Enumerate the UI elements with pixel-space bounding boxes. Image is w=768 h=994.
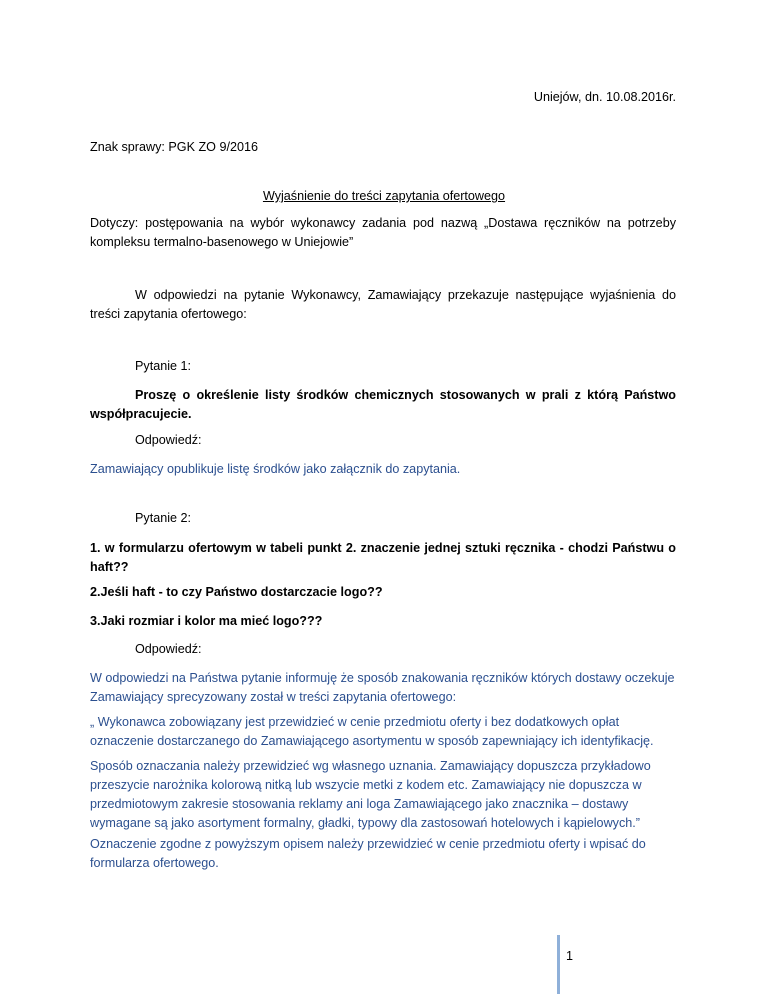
question-1-label: Pytanie 1: [135,359,192,373]
answer-2-paragraph-2: „ Wykonawca zobowiązany jest przewidzieć w cenie przedmiotu oferty i bez dodatkowych opłat oznaczenie dostarczanego do Zamawiającego asortymentu w sposób zapewniający ich identyfikację. [90,715,654,748]
question-2-point-3: 3.Jaki rozmiar i kolor ma mieć logo??? [90,614,323,628]
answer-2-label: Odpowiedź: [135,642,202,656]
question-2-point-1: 1. w formularzu ofertowym w tabeli punkt 2. znaczenie jednej sztuki ręcznika - chodzi Państwu o haft?? [90,541,676,574]
case-number: Znak sprawy: PGK ZO 9/2016 [90,140,258,154]
subject-paragraph: Dotyczy: postępowania na wybór wykonawcy zadania pod nazwą „Dostawa ręczników na potrzeby kompleksu termalno-basenowego w Uniejowie” [90,216,676,249]
intro-paragraph: W odpowiedzi na pytanie Wykonawcy, Zamawiający przekazuje następujące wyjaśnienia do treści zapytania ofertowego: [90,288,676,321]
answer-1-text: Zamawiający opublikuje listę środków jako załącznik do zapytania. [90,462,461,476]
document-date: Uniejów, dn. 10.08.2016r. [533,90,676,104]
answer-1-label: Odpowiedź: [135,433,202,447]
document-title: Wyjaśnienie do treści zapytania ofertowego [262,189,506,203]
question-2-label: Pytanie 2: [135,511,192,525]
question-2-point-2: 2.Jeśli haft - to czy Państwo dostarczacie logo?? [90,585,383,599]
answer-2-paragraph-1: W odpowiedzi na Państwa pytanie informuję że sposób znakowania ręczników których dostawy oczekuje Zamawiający sprecyzowany został w treści zapytania ofertowego: [90,671,675,704]
answer-2-paragraph-3: Sposób oznaczania należy przewidzieć wg własnego uznania. Zamawiający dopuszcza przykładowo przeszycie narożnika kolorową nitką lub wszycie metki z kodem etc. Zamawiający nie dopuszcza w przedmiotowym zakresie stosowania reklamy ani loga Zamawiającego jako znacznika – dostawy wymagane są jako asortyment formalny, gładki, typowy dla zastosowań hotelowych i kąpielowych.” [90,759,651,830]
page-number: 1 [566,949,574,963]
question-1-text: Proszę o określenie listy środków chemicznych stosowanych w prali z którą Państwo współpracujecie. [90,388,676,421]
answer-2-paragraph-4: Oznaczenie zgodne z powyższym opisem należy przewidzieć w cenie przedmiotu oferty i wpisać do formularza ofertowego. [90,837,646,870]
footer-divider [557,935,560,994]
